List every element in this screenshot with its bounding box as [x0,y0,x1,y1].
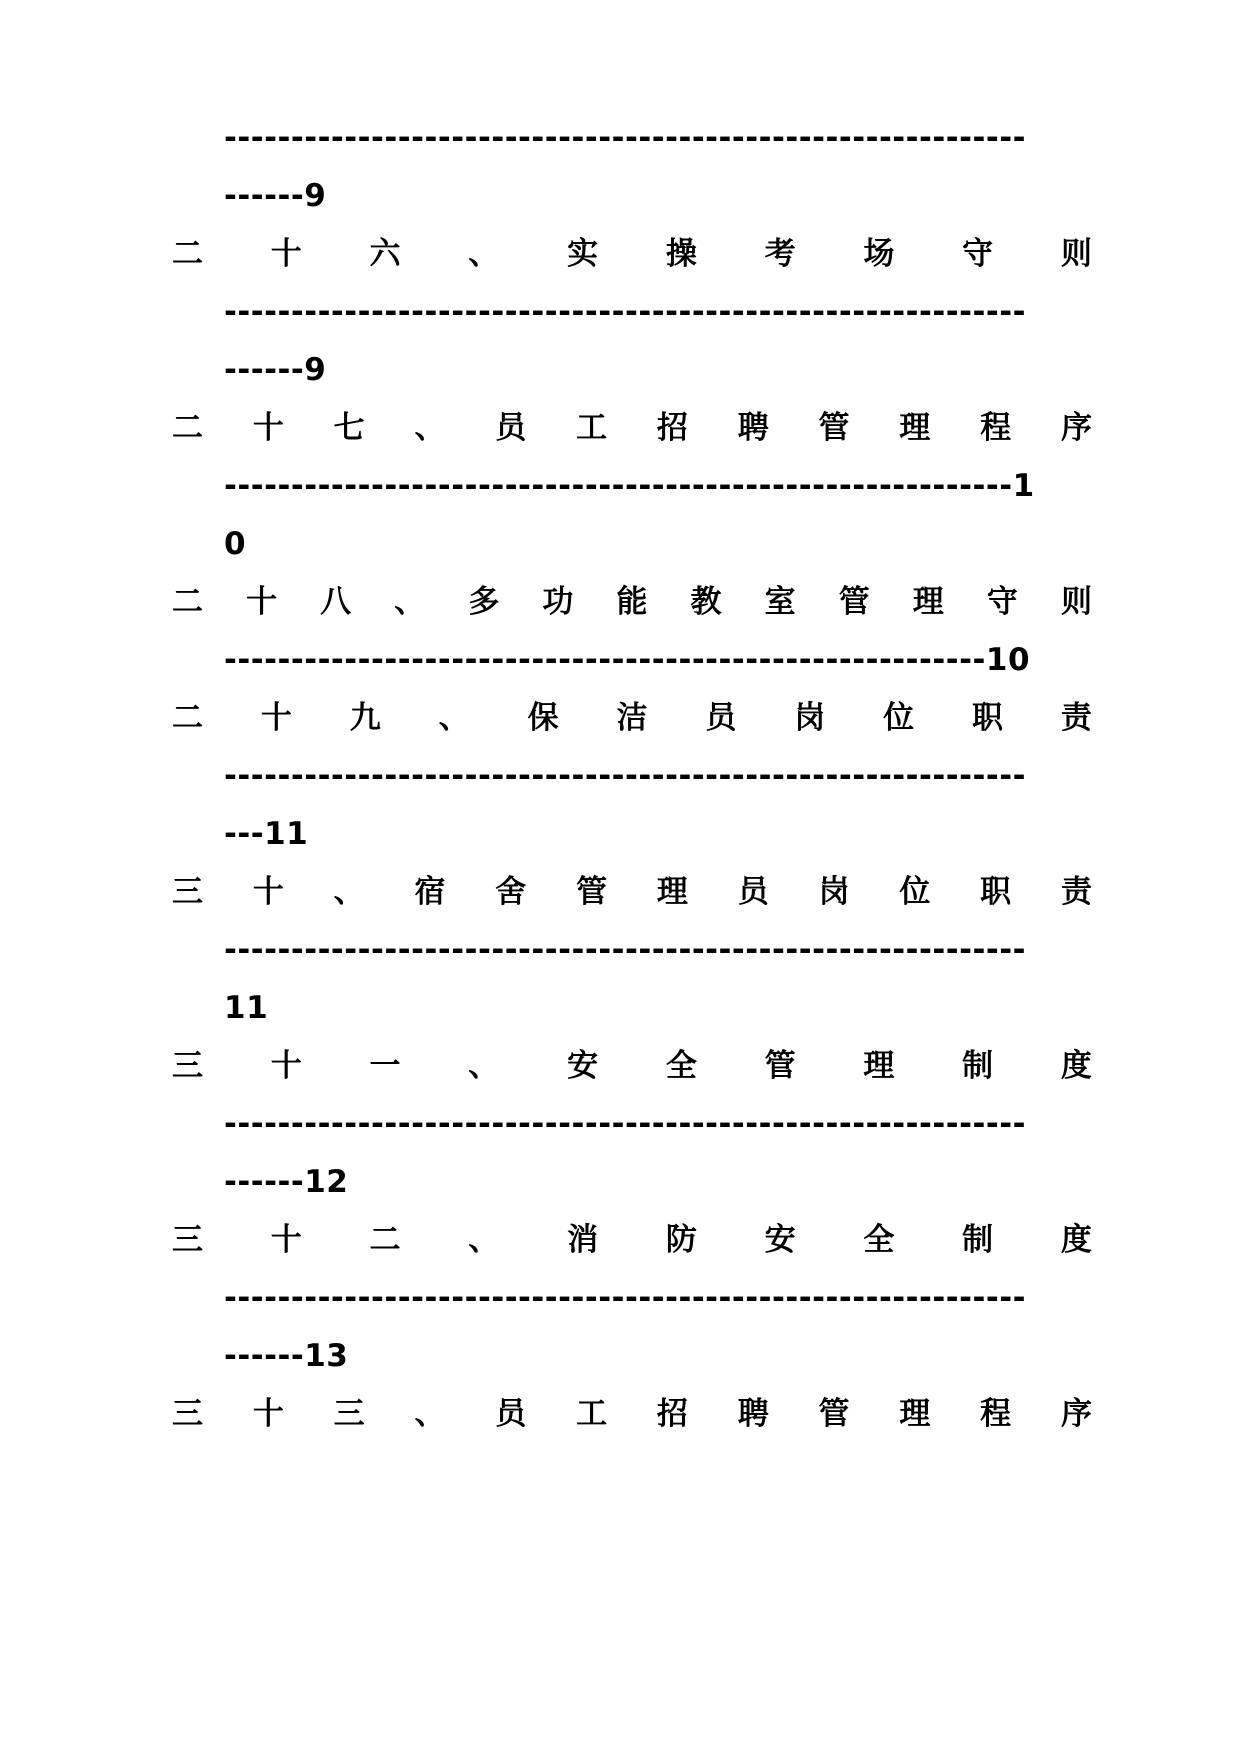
toc-title-char: 操 [665,236,697,272]
toc-title-char: 、 [414,1396,446,1432]
toc-page-number: ------9 [224,178,327,214]
toc-title-char: 八 [320,584,352,620]
toc-title-char: 安 [764,1222,796,1258]
toc-title-char: 十 [270,1048,302,1084]
toc-title-char: 七 [333,410,365,446]
toc-title-char: 三 [172,1396,203,1432]
toc-title-char: 、 [333,874,365,910]
toc-title-char: 工 [576,1396,608,1432]
toc-title-char: 场 [863,236,895,272]
toc-page-number: ------9 [224,352,327,388]
toc-title-char: 十 [246,584,278,620]
toc-title-char: 序 [1060,1396,1092,1432]
toc-leader: ------------------------------------------------------------ [224,932,1026,968]
toc-title-char: 实 [567,236,599,272]
toc-title-char: 室 [764,584,796,620]
toc-title-char: 安 [567,1048,599,1084]
toc-title-char: 责 [1060,700,1092,736]
toc-title-char: 教 [690,584,722,620]
toc-title-char: 功 [542,584,574,620]
toc-title-char: 度 [1060,1048,1092,1084]
toc-title-char: 守 [986,584,1018,620]
toc-entry-title [172,1046,1092,1086]
toc-title-char: 员 [705,700,737,736]
toc-title-char: 二 [172,236,203,272]
toc-title-char: 保 [527,700,559,736]
toc-title-char: 十 [252,874,284,910]
toc-title-char: 程 [980,1396,1012,1432]
toc-title-char: 、 [468,1048,500,1084]
toc-title-char: 、 [468,1222,500,1258]
toc-title-char: 岗 [818,874,850,910]
toc-title-char: 十 [252,410,284,446]
toc-title-char: 理 [863,1048,895,1084]
toc-title-char: 三 [172,1048,203,1084]
toc-title-char: 、 [468,236,500,272]
toc-title-char: 三 [172,874,203,910]
toc-entry-title [172,408,1092,448]
toc-title-char: 全 [665,1048,697,1084]
toc-leader: ------------------------------------------------------------ [224,120,1026,156]
toc-page-number: ------12 [224,1164,349,1200]
toc-title-char: 职 [972,700,1004,736]
toc-title-char: 能 [616,584,648,620]
toc-title-char: 程 [980,410,1012,446]
toc-title-char: 守 [962,236,994,272]
toc-title-char: 员 [495,410,527,446]
toc-title-char: 、 [394,584,426,620]
toc-title-char: 理 [899,410,931,446]
toc-title-char: 管 [838,584,870,620]
toc-title-char: 制 [962,1222,994,1258]
toc-title-char: 全 [863,1222,895,1258]
toc-title-char: 、 [438,700,470,736]
toc-title-char: 洁 [616,700,648,736]
toc-title-char: 十 [252,1396,284,1432]
toc-title-char: 二 [172,584,203,620]
toc-title-char: 聘 [737,410,769,446]
toc-entry-title [172,698,1092,738]
toc-entry-title [172,1394,1092,1434]
toc-title-char: 一 [369,1048,401,1084]
toc-title-char: 职 [980,874,1012,910]
toc-title-char: 二 [172,700,203,736]
toc-title-char: 招 [656,1396,688,1432]
toc-title-char: 度 [1060,1222,1092,1258]
toc-title-char: 多 [468,584,500,620]
toc-title-char: 责 [1060,874,1092,910]
toc-leader: -----------------------------------------------------------1 [224,468,1035,504]
toc-title-char: 二 [369,1222,401,1258]
toc-title-char: 三 [172,1222,203,1258]
toc-page-number: ------13 [224,1338,349,1374]
toc-title-char: 员 [737,874,769,910]
toc-title-char: 十 [270,236,302,272]
toc-title-char: 理 [912,584,944,620]
toc-title-char: 位 [883,700,915,736]
toc-title-char: 理 [899,1396,931,1432]
toc-title-char: 管 [764,1048,796,1084]
toc-title-char: 位 [899,874,931,910]
toc-title-char: 十 [260,700,292,736]
toc-entry-title [172,1220,1092,1260]
toc-leader: ------------------------------------------------------------ [224,294,1026,330]
toc-title-char: 序 [1060,410,1092,446]
toc-title-char: 三 [333,1396,365,1432]
toc-title-char: 制 [962,1048,994,1084]
toc-title-char: 防 [665,1222,697,1258]
toc-page-number: 11 [224,990,269,1026]
toc-title-char: 考 [764,236,796,272]
toc-leader: ------------------------------------------------------------ [224,1106,1026,1142]
toc-title-char: 岗 [794,700,826,736]
toc-title-char: 、 [414,410,446,446]
toc-title-char: 十 [270,1222,302,1258]
toc-page-number: 0 [224,526,247,562]
toc-title-char: 舍 [495,874,527,910]
toc-title-char: 消 [567,1222,599,1258]
toc-title-char: 六 [369,236,401,272]
toc-title-char: 工 [576,410,608,446]
toc-entry-title [172,234,1092,274]
toc-leader: ---------------------------------------------------------10 [224,642,1031,678]
toc-title-char: 管 [576,874,608,910]
toc-leader: ------------------------------------------------------------ [224,758,1026,794]
toc-title-char: 理 [656,874,688,910]
toc-title-char: 宿 [414,874,446,910]
toc-entry-title [172,582,1092,622]
toc-title-char: 管 [818,410,850,446]
toc-title-char: 则 [1060,236,1092,272]
toc-title-char: 招 [656,410,688,446]
toc-entry-title [172,872,1092,912]
toc-page-number: ---11 [224,816,309,852]
toc-title-char: 二 [172,410,203,446]
toc-leader: ------------------------------------------------------------ [224,1280,1026,1316]
toc-title-char: 聘 [737,1396,769,1432]
toc-title-char: 则 [1060,584,1092,620]
toc-title-char: 员 [495,1396,527,1432]
toc-title-char: 管 [818,1396,850,1432]
toc-title-char: 九 [349,700,381,736]
